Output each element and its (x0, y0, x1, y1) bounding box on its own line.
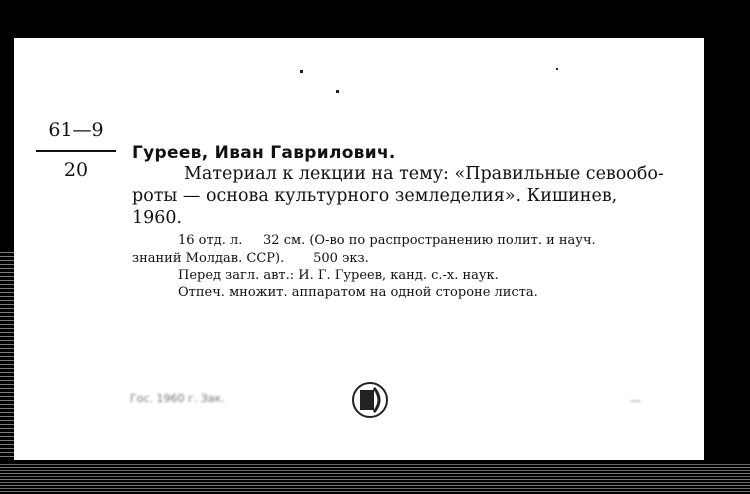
speck (300, 70, 303, 73)
press-stamp-icon (348, 378, 392, 422)
scan-noise-left (0, 250, 14, 460)
speck (336, 90, 339, 93)
stamp-mark: — (630, 394, 641, 407)
author-heading: Гуреев, Иван Гаврилович. (132, 143, 396, 163)
note-author: Перед загл. авт.: И. Г. Гуреев, канд. с.-х. наук. (178, 268, 499, 283)
speck (556, 68, 558, 70)
printer-info: Гос. 1960 г. Зак. (130, 392, 225, 405)
note-printing: Отпеч. множит. аппаратом на одной стороне листа. (178, 285, 538, 300)
title-line: роты — основа культурного земледелия». Кишинев, (132, 186, 618, 206)
catalog-card (14, 38, 704, 460)
physical-description-cont: знаний Молдав. ССР). 500 экз. (132, 251, 369, 266)
title-line: 1960. (132, 208, 183, 228)
title-statement (132, 163, 680, 229)
call-number-bottom: 20 (63, 159, 89, 181)
call-number-top: 61—9 (48, 119, 104, 141)
scan-noise-bottom (0, 462, 750, 494)
call-number (36, 118, 116, 182)
call-number-divider (36, 150, 116, 152)
physical-description: 16 отд. л. 32 см. (О-во по распространению полит. и науч. (178, 233, 596, 248)
title-line: Материал к лекции на тему: «Правильные севообо- (184, 164, 664, 184)
